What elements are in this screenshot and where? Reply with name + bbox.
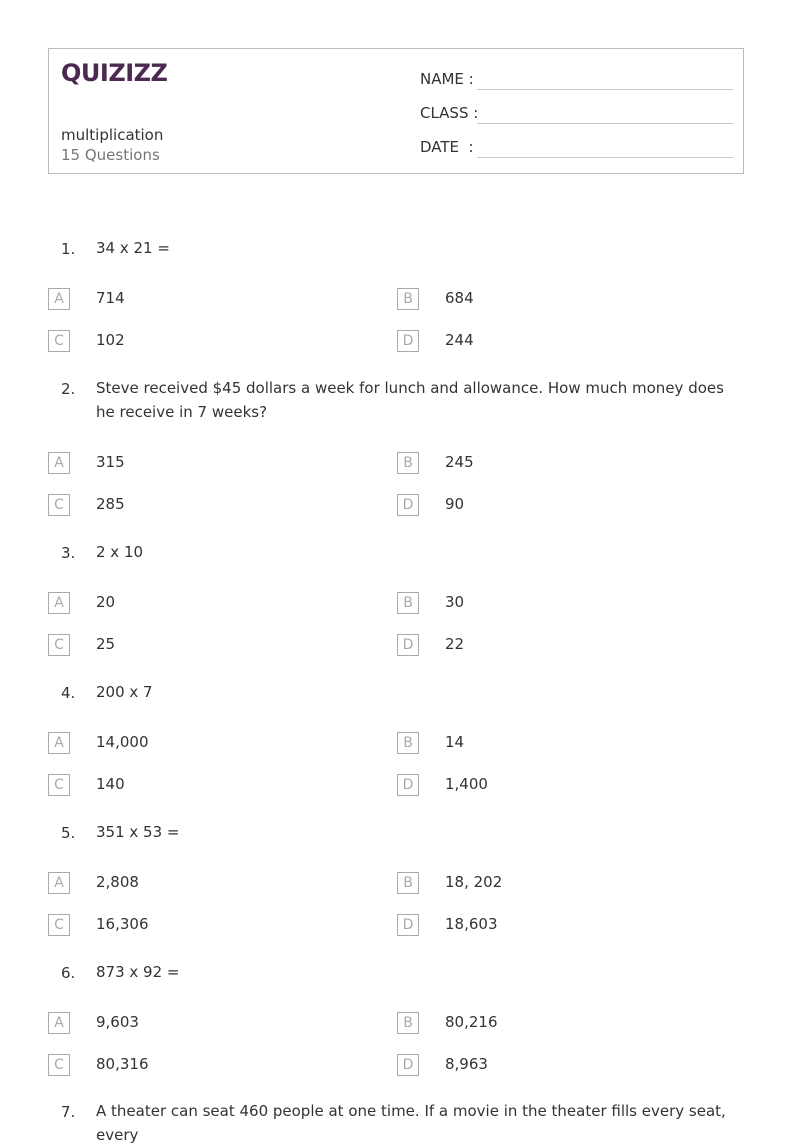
option-text: 245 — [445, 453, 474, 471]
option-letter-box[interactable]: B — [397, 1012, 419, 1034]
option-text: 30 — [445, 593, 465, 611]
name-label: NAME : — [420, 70, 474, 88]
option-letter-box[interactable]: D — [397, 1054, 419, 1076]
question-number: 4. — [61, 684, 76, 702]
option-text: 16,306 — [96, 915, 149, 933]
worksheet-title: multiplication — [61, 126, 164, 144]
option-text: 684 — [445, 289, 474, 307]
question-number: 3. — [61, 544, 76, 562]
class-field[interactable] — [420, 100, 733, 124]
class-line[interactable] — [477, 123, 733, 124]
option-letter-box[interactable]: A — [48, 1012, 70, 1034]
option-letter-box[interactable]: B — [397, 872, 419, 894]
name-line[interactable] — [477, 89, 733, 90]
option-text: 14 — [445, 733, 465, 751]
option-letter-box[interactable]: C — [48, 330, 70, 352]
option-letter-box[interactable]: D — [397, 494, 419, 516]
question-number: 2. — [61, 380, 76, 398]
option-letter-box[interactable]: D — [397, 330, 419, 352]
option-text: 80,316 — [96, 1055, 149, 1073]
option-text: 140 — [96, 775, 125, 793]
quizizz-logo: QUIZIZZ — [61, 59, 168, 87]
question-number: 6. — [61, 964, 76, 982]
option-text: 244 — [445, 331, 474, 349]
date-line[interactable] — [477, 157, 733, 158]
option-text: 315 — [96, 453, 125, 471]
class-label: CLASS : — [420, 104, 479, 122]
option-text: 18,603 — [445, 915, 498, 933]
question-number: 1. — [61, 240, 76, 258]
question-text: 200 x 7 — [96, 683, 153, 701]
option-text: 102 — [96, 331, 125, 349]
question-text: A theater can seat 460 people at one time. If a movie in the theater fills every seat, every — [96, 1102, 726, 1144]
option-letter-box[interactable]: C — [48, 494, 70, 516]
option-letter-box[interactable]: A — [48, 452, 70, 474]
option-text: 20 — [96, 593, 116, 611]
question-text: 351 x 53 = — [96, 823, 180, 841]
option-letter-box[interactable]: C — [48, 774, 70, 796]
option-text: 25 — [96, 635, 116, 653]
question-number: 5. — [61, 824, 76, 842]
option-letter-box[interactable]: C — [48, 634, 70, 656]
option-text: 90 — [445, 495, 465, 513]
option-letter-box[interactable]: D — [397, 634, 419, 656]
option-letter-box[interactable]: D — [397, 914, 419, 936]
option-text: 285 — [96, 495, 125, 513]
option-letter-box[interactable]: A — [48, 732, 70, 754]
option-letter-box[interactable]: C — [48, 914, 70, 936]
option-letter-box[interactable]: A — [48, 288, 70, 310]
name-field[interactable] — [420, 66, 733, 90]
question-text: 873 x 92 = — [96, 963, 180, 981]
option-letter-box[interactable]: D — [397, 774, 419, 796]
option-text: 9,603 — [96, 1013, 139, 1031]
date-field[interactable] — [420, 134, 733, 158]
option-letter-box[interactable]: B — [397, 288, 419, 310]
option-text: 18, 202 — [445, 873, 503, 891]
option-text: 14,000 — [96, 733, 149, 751]
date-label: DATE : — [420, 138, 474, 156]
option-text: 1,400 — [445, 775, 488, 793]
option-letter-box[interactable]: A — [48, 872, 70, 894]
question-number: 7. — [61, 1103, 76, 1121]
option-letter-box[interactable]: B — [397, 732, 419, 754]
question-count: 15 Questions — [61, 146, 160, 164]
option-letter-box[interactable]: B — [397, 592, 419, 614]
question-text: Steve received $45 dollars a week for lunch and allowance. How much money does he receive in 7 weeks? — [96, 379, 724, 421]
question-text: 34 x 21 = — [96, 239, 170, 257]
option-letter-box[interactable]: A — [48, 592, 70, 614]
question-text: 2 x 10 — [96, 543, 144, 561]
option-text: 714 — [96, 289, 125, 307]
worksheet-header — [48, 48, 744, 174]
option-text: 2,808 — [96, 873, 139, 891]
option-text: 80,216 — [445, 1013, 498, 1031]
option-letter-box[interactable]: B — [397, 452, 419, 474]
option-letter-box[interactable]: C — [48, 1054, 70, 1076]
option-text: 22 — [445, 635, 465, 653]
option-text: 8,963 — [445, 1055, 488, 1073]
